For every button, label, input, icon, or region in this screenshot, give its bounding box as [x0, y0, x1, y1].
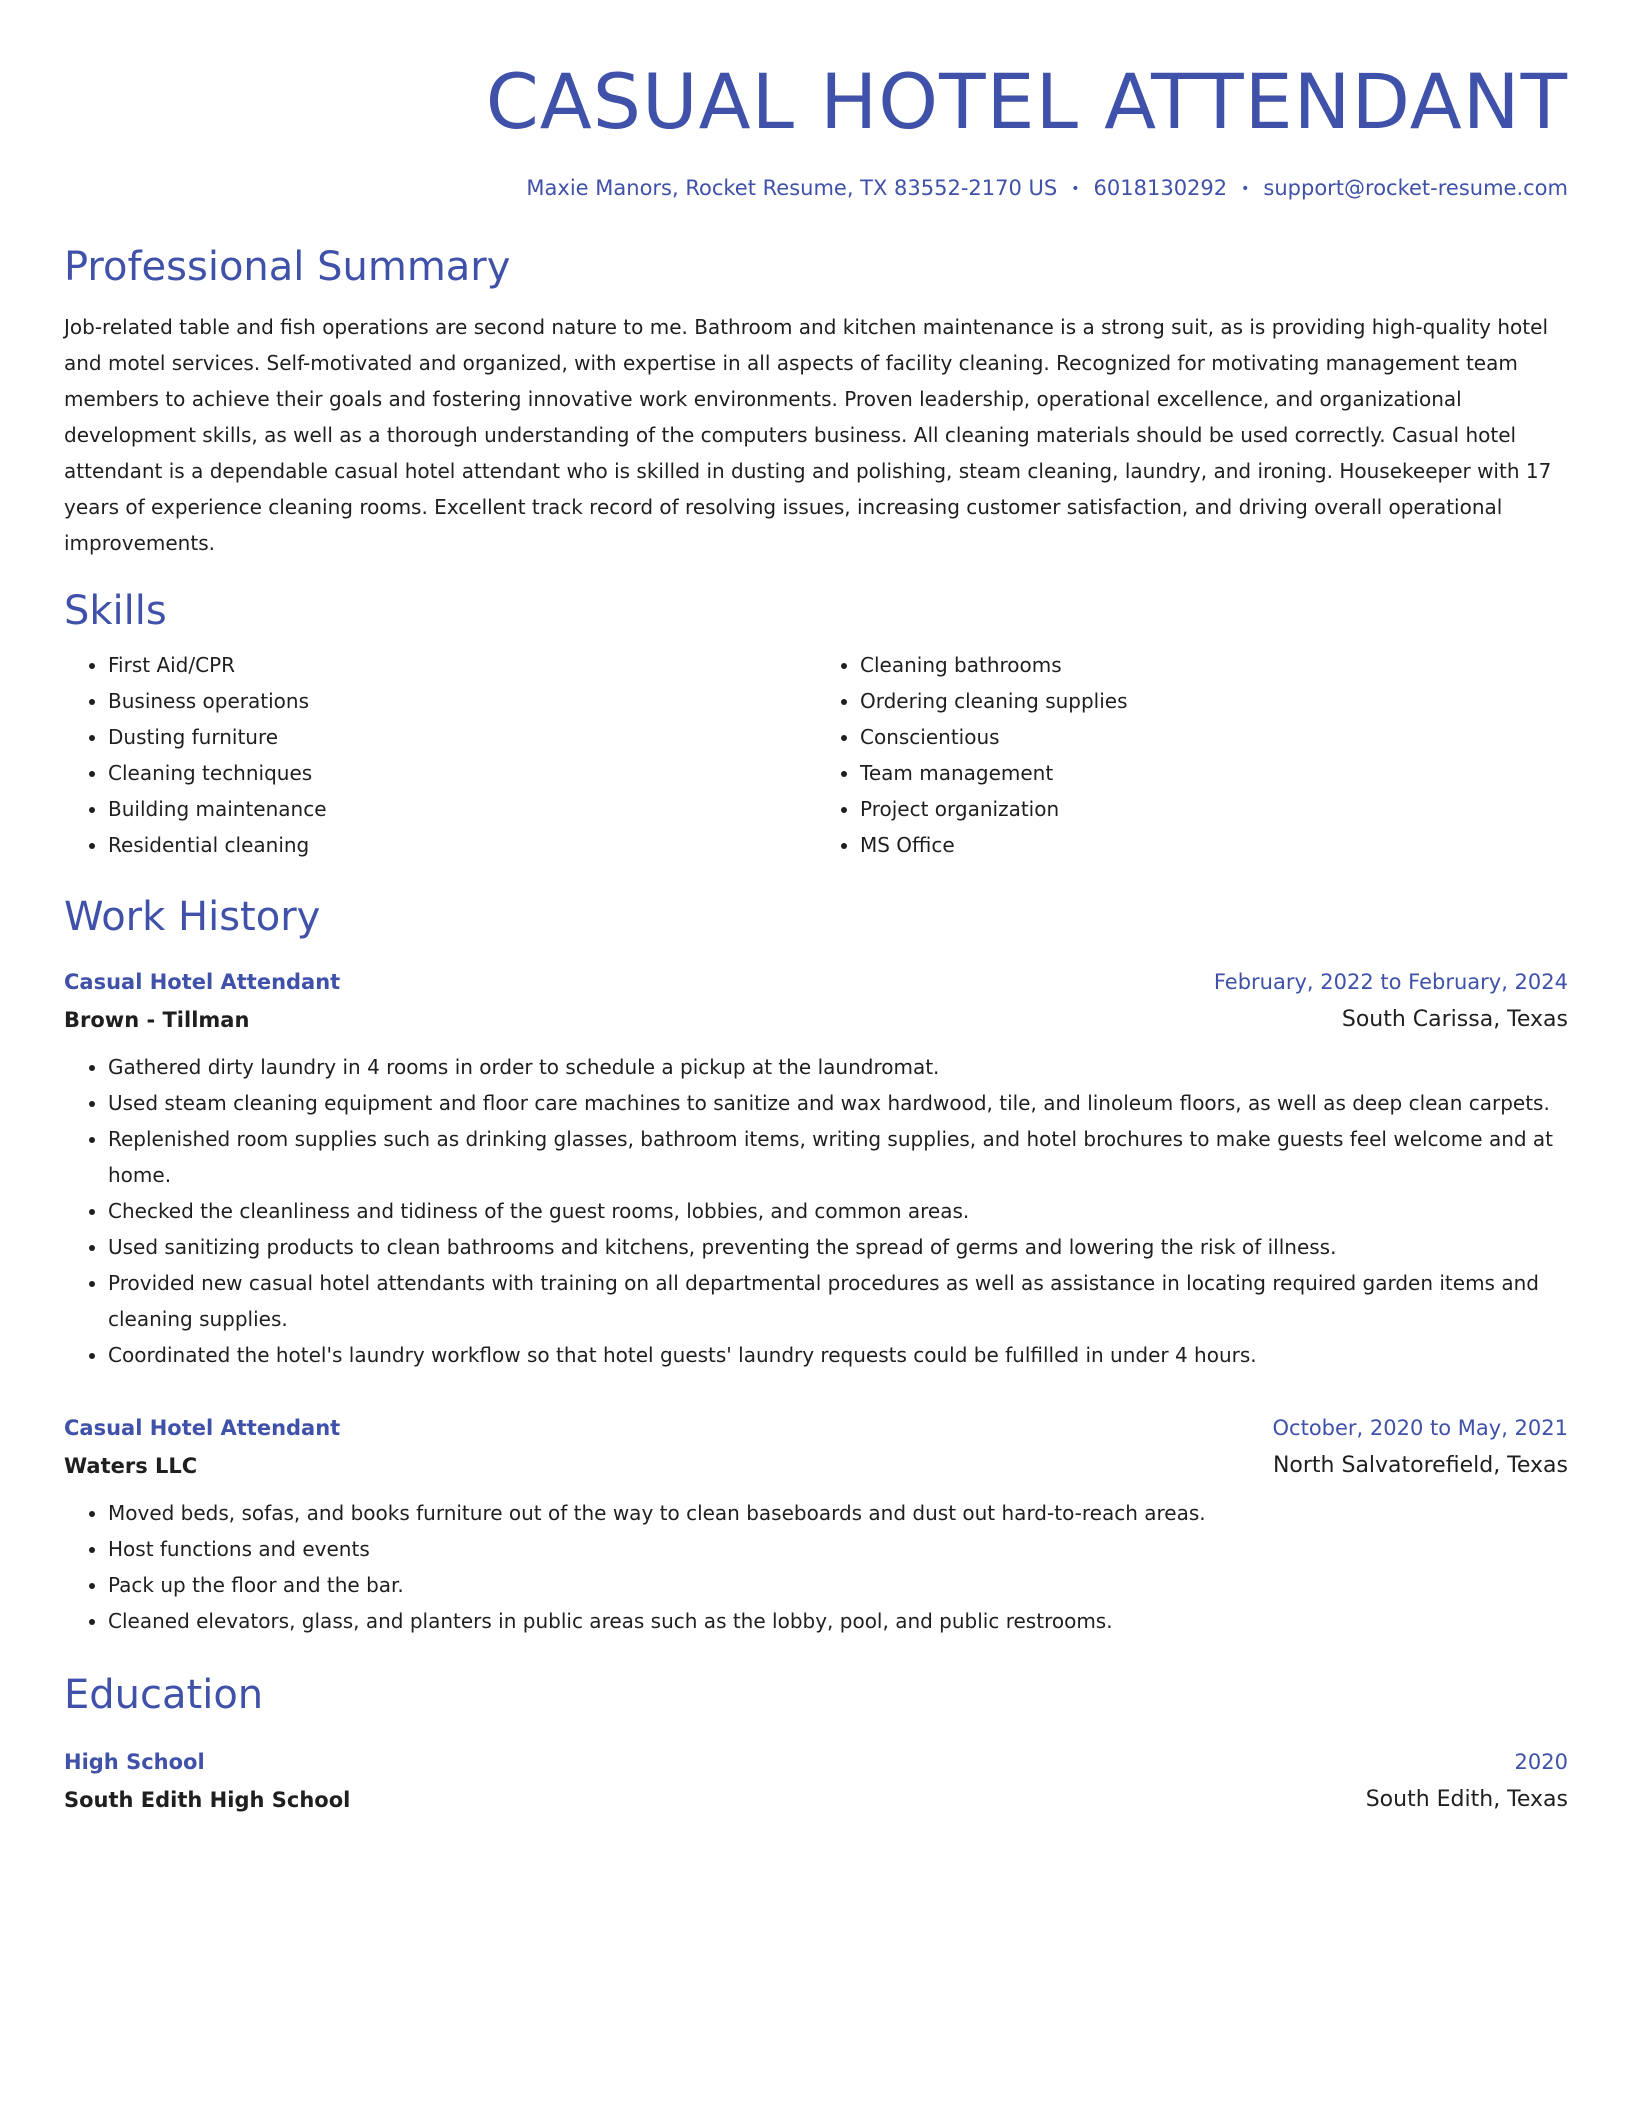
contact-separator: • [1071, 181, 1080, 197]
skills-heading: Skills [64, 588, 167, 634]
job-header [64, 1409, 1568, 1447]
skill-item: • First Aid/CPR [108, 647, 816, 683]
summary-text: Job-related table and fish operations are second nature to me. Bathroom and kitchen maintenance is a strong suit, as is providing high-quality hotel and motel services. Self-motivated and organized, with expertise in all aspects of facility cleaning. Recognized for motivating management team members to achieve their goals and fostering innovative work environments. Proven leadership, operational excellence, and organizational development skills, as well as a thorough understanding of the computers business. All cleaning materials should be used correctly. Casual hotel attendant is a dependable casual hotel attendant who is skilled in dusting and polishing, steam cleaning, laundry, and ironing. Housekeeper with 17 years of experience cleaning rooms. Excellent track record of resolving issues, increasing customer satisfaction, and driving overall operational improvements. [64, 315, 1552, 555]
contact-address: Maxie Manors, Rocket Resume, TX 83552-2170 US [526, 176, 1058, 200]
skill-item: • Cleaning techniques [108, 755, 816, 791]
job-bullet: • Moved beds, sofas, and books furniture out of the way to clean baseboards and dust out hard-to-reach areas. [108, 1495, 1568, 1531]
job-bullet: • Gathered dirty laundry in 4 rooms in order to schedule a pickup at the laundromat. [108, 1049, 1568, 1085]
job-entry [64, 963, 1568, 1373]
job-dates: February, 2022 to February, 2024 [1213, 970, 1568, 994]
job-bullet: • Used sanitizing products to clean bathrooms and kitchens, preventing the spread of germs and lowering the risk of illness. [108, 1229, 1568, 1265]
skill-item: • Conscientious [860, 719, 1568, 755]
contact-email[interactable]: support@rocket-resume.com [1263, 176, 1568, 200]
education-school: South Edith High School [64, 1788, 351, 1812]
job-bullet: • Checked the cleanliness and tidiness of the guest rooms, lobbies, and common areas. [108, 1193, 1568, 1229]
job-bullet: • Replenished room supplies such as drinking glasses, bathroom items, writing supplies, and hotel brochures to make guests feel welcome and at home. [108, 1121, 1568, 1193]
job-header [64, 963, 1568, 1001]
job-location: South Carissa, Texas [1341, 1007, 1568, 1032]
job-dates: October, 2020 to May, 2021 [1272, 1416, 1568, 1440]
contact-separator: • [1241, 181, 1250, 197]
job-subheader [64, 1447, 1568, 1485]
education-subheader [64, 1781, 1568, 1819]
job-subheader [64, 1001, 1568, 1039]
job-bullets [64, 1049, 1568, 1373]
skill-item: • Team management [860, 755, 1568, 791]
education-header [64, 1743, 1568, 1781]
job-bullet: • Cleaned elevators, glass, and planters in public areas such as the lobby, pool, and public restrooms. [108, 1603, 1568, 1639]
job-bullet: • Host functions and events [108, 1531, 1568, 1567]
job-entry [64, 1409, 1568, 1639]
skill-item: • Residential cleaning [108, 827, 816, 863]
skills-column-right [816, 647, 1568, 863]
skill-item: • Ordering cleaning supplies [860, 683, 1568, 719]
skill-item: • Business operations [108, 683, 816, 719]
job-role: Casual Hotel Attendant [64, 1416, 341, 1440]
skill-item: • Project organization [860, 791, 1568, 827]
education-entry [64, 1743, 1568, 1819]
skill-item: • Dusting furniture [108, 719, 816, 755]
skill-item: • Cleaning bathrooms [860, 647, 1568, 683]
job-company: Waters LLC [64, 1454, 198, 1478]
job-role: Casual Hotel Attendant [64, 970, 341, 994]
skills-column-left [64, 647, 816, 863]
skill-item: • MS Office [860, 827, 1568, 863]
job-bullet: • Used steam cleaning equipment and floor care machines to sanitize and wax hardwood, tile, and linoleum floors, as well as deep clean carpets. [108, 1085, 1568, 1121]
resume-title: CASUAL HOTEL ATTENDANT [485, 57, 1568, 146]
contact-phone: 6018130292 [1093, 176, 1228, 200]
contact-line [64, 172, 1568, 205]
work-history-heading: Work History [64, 894, 321, 940]
job-bullet: • Provided new casual hotel attendants with training on all departmental procedures as well as assistance in locating required garden items and cleaning supplies. [108, 1265, 1568, 1337]
education-year: 2020 [1514, 1750, 1568, 1774]
skill-item: • Building maintenance [108, 791, 816, 827]
education-location: South Edith, Texas [1365, 1787, 1568, 1812]
summary-heading: Professional Summary [64, 244, 511, 290]
job-bullet: • Coordinated the hotel's laundry workflow so that hotel guests' laundry requests could be fulfilled in under 4 hours. [108, 1337, 1568, 1373]
job-company: Brown - Tillman [64, 1008, 250, 1032]
job-bullet: • Pack up the floor and the bar. [108, 1567, 1568, 1603]
skills-list [64, 647, 1568, 863]
job-bullets [64, 1495, 1568, 1639]
education-heading: Education [64, 1672, 264, 1718]
job-location: North Salvatorefield, Texas [1272, 1453, 1568, 1478]
education-degree: High School [64, 1750, 205, 1774]
